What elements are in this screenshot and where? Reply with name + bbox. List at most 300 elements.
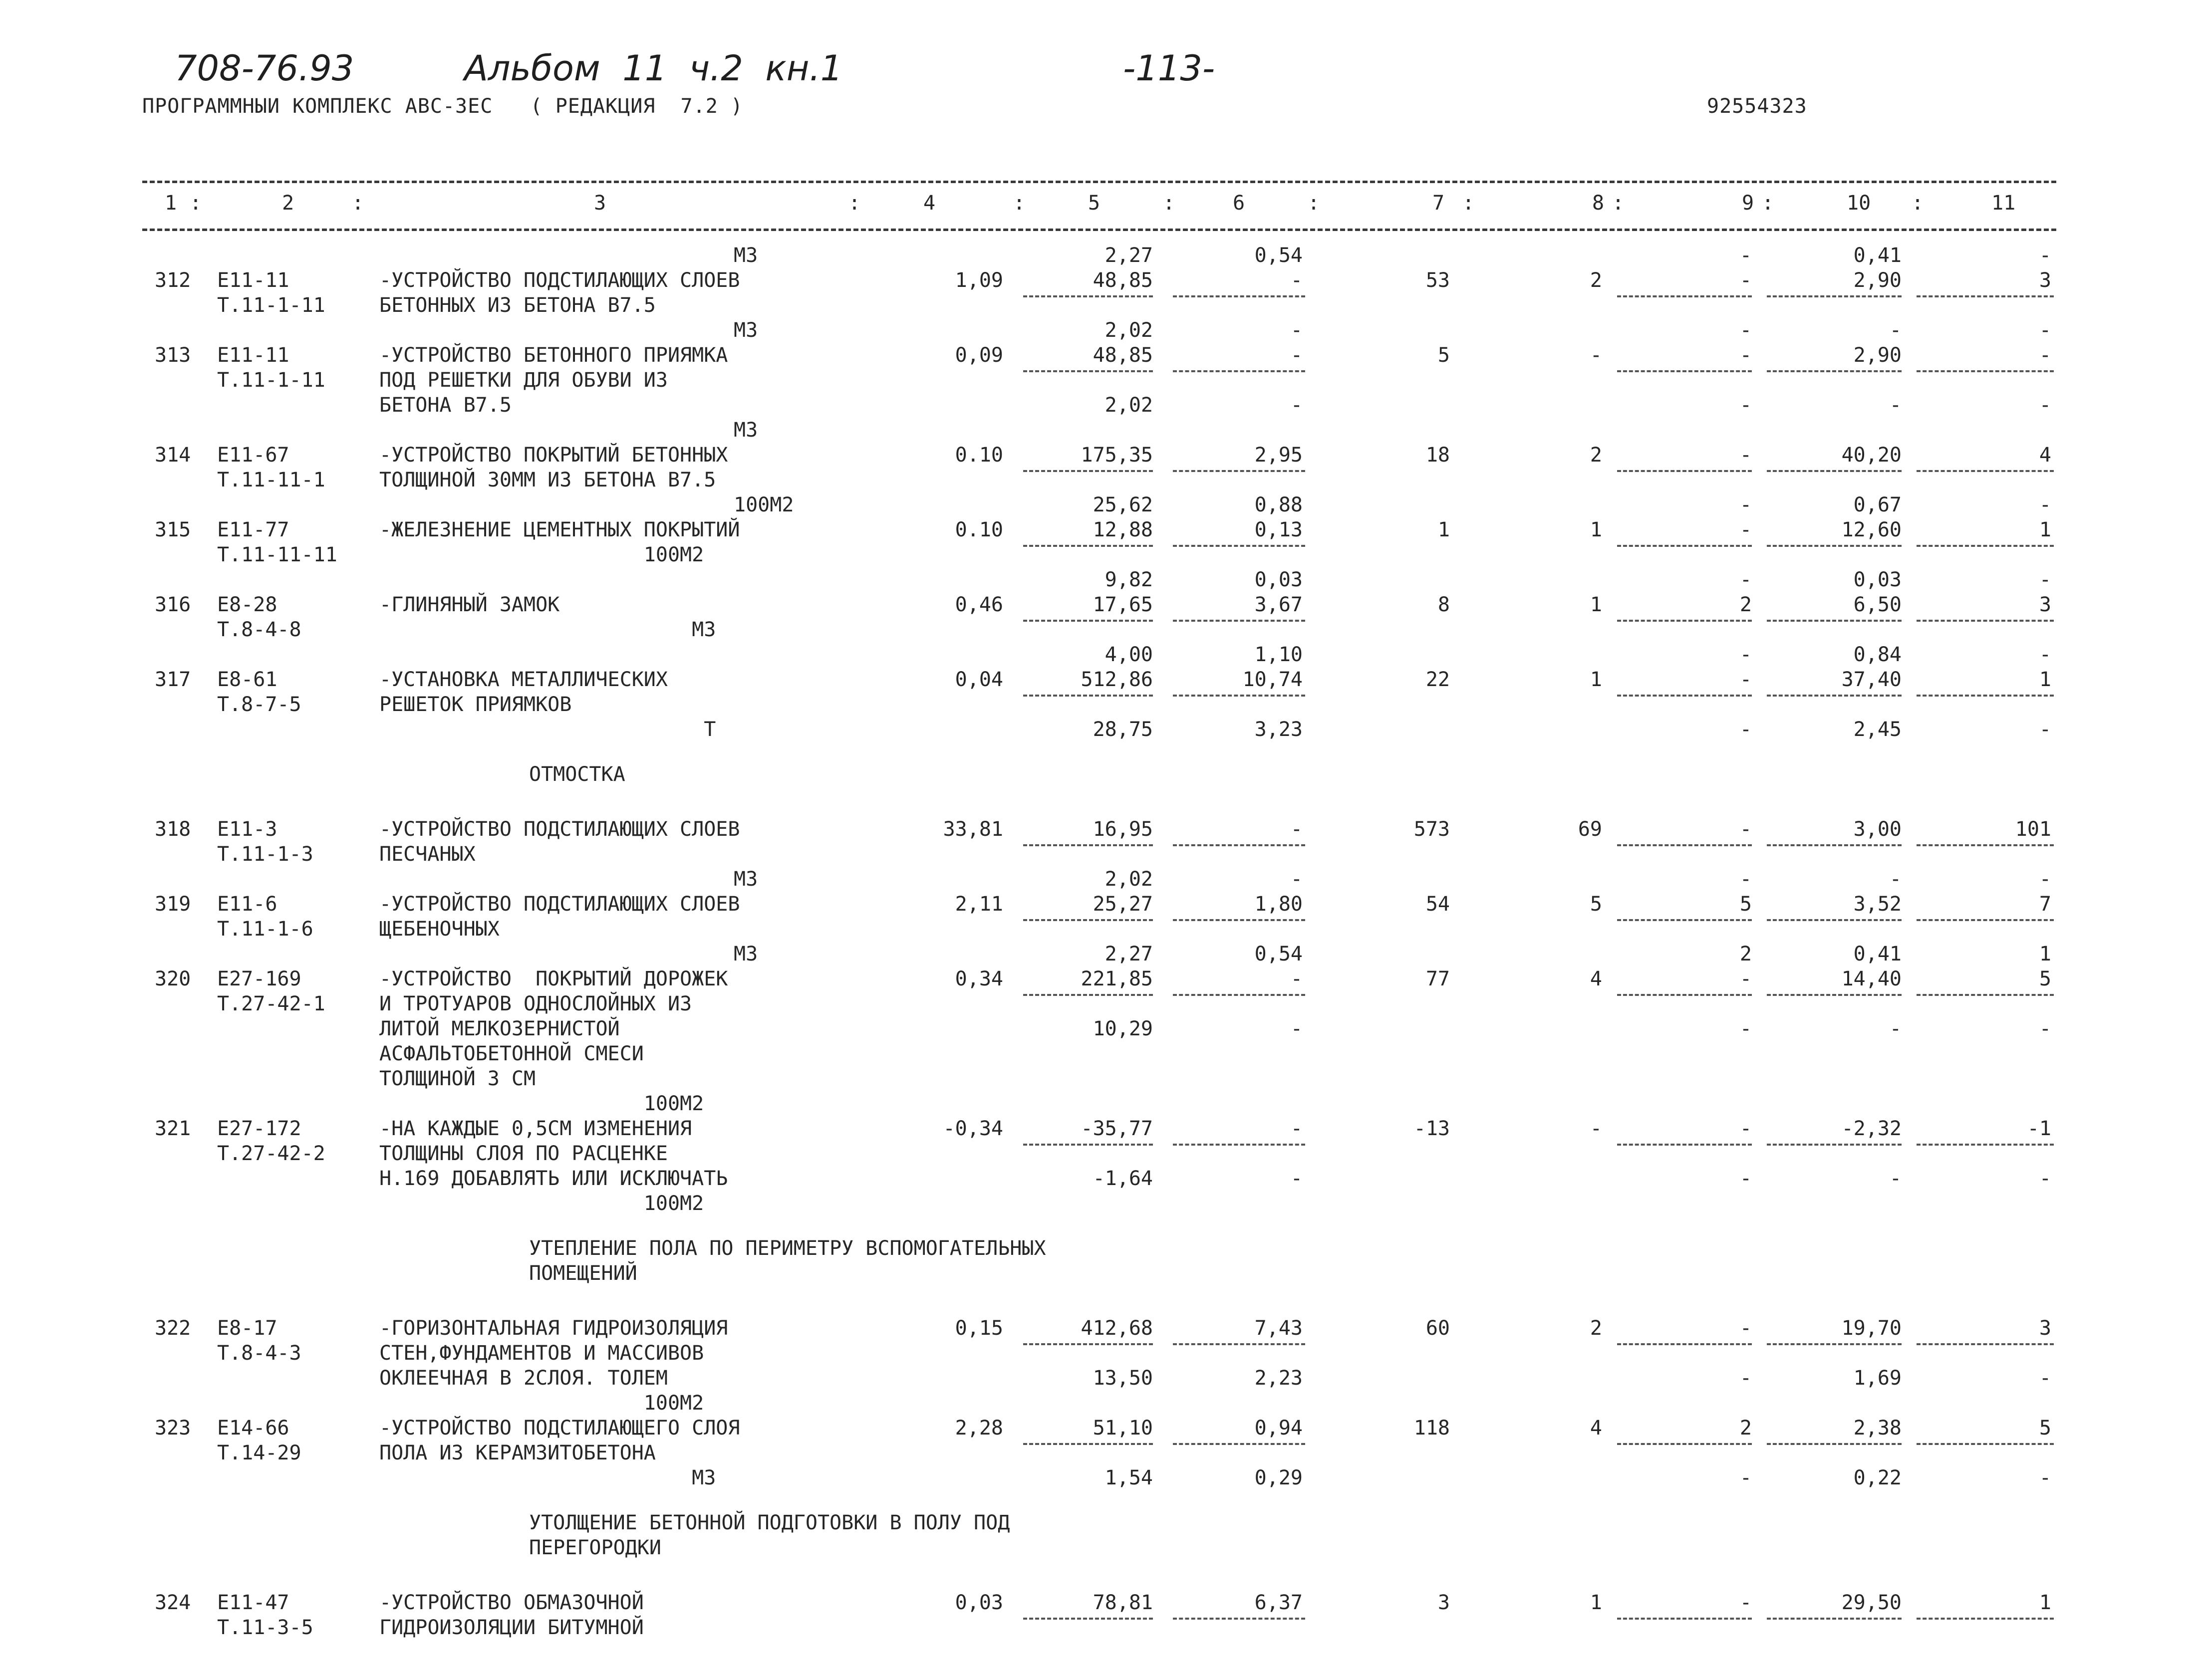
- labor-cell: 3,00: [1853, 818, 1902, 841]
- value-underline: [1917, 370, 2054, 372]
- total-cost-cell: 3: [1437, 1591, 1450, 1614]
- unit-cost-cell: 48,85: [1093, 269, 1153, 292]
- work-description: М3: [379, 1466, 716, 1489]
- sub-cost-cell: -: [1889, 1167, 1902, 1190]
- cost-top-cell: 25,62: [1093, 493, 1153, 516]
- rate-code: Е8-28: [217, 593, 277, 616]
- rate-code: Е11-6: [217, 893, 277, 916]
- unit-cost-cell: 17,65: [1093, 593, 1153, 616]
- cost-top-cell: -: [1290, 319, 1303, 342]
- rate-code: Е11-11: [217, 269, 289, 292]
- rate-reference: Т.11-11-1: [217, 469, 325, 491]
- labor-cell: 3: [2039, 269, 2051, 292]
- cost-top-cell: 9,82: [1105, 568, 1153, 591]
- cost-top-cell: -: [2039, 319, 2051, 342]
- quantity-cell: 0.10: [955, 444, 1003, 467]
- rate-reference: Т.11-1-11: [217, 369, 325, 392]
- total-cost-cell: 2: [1739, 593, 1752, 616]
- column-separator: :: [1163, 192, 1175, 215]
- value-underline: [1617, 620, 1752, 622]
- total-cost-cell: -13: [1413, 1117, 1450, 1140]
- work-description: АСФАЛЬТОБЕТОННОЙ СМЕСИ: [379, 1042, 644, 1065]
- value-underline: [1617, 919, 1752, 921]
- top-rule: [142, 181, 2056, 183]
- value-underline: [1767, 295, 1902, 297]
- value-underline: [1173, 919, 1305, 921]
- row-number: 312: [155, 269, 191, 292]
- value-underline: [1617, 370, 1752, 372]
- column-header-9: 9: [1742, 192, 1754, 215]
- value-underline: [1617, 1144, 1752, 1146]
- value-underline: [1767, 620, 1902, 622]
- sub-cost-cell: 1,69: [1853, 1367, 1902, 1390]
- value-underline: [1767, 545, 1902, 547]
- cost-top-cell: 1: [2039, 943, 2051, 965]
- column-header-11: 11: [1991, 192, 2016, 215]
- sub-cost-cell: -: [1739, 1466, 1752, 1489]
- unit-cost-cell: 7,43: [1254, 1317, 1303, 1340]
- labor-cell: 3,52: [1853, 893, 1902, 916]
- cost-top-cell: 2,27: [1105, 244, 1153, 267]
- total-cost-cell: 1: [1590, 668, 1602, 691]
- sub-cost-cell: -: [2039, 1017, 2051, 1040]
- total-cost-cell: 60: [1425, 1317, 1450, 1340]
- labor-cell: -2,32: [1841, 1117, 1902, 1140]
- quantity-cell: 0,34: [955, 967, 1003, 990]
- cost-top-cell: 0,41: [1853, 244, 1902, 267]
- value-underline: [1617, 1618, 1752, 1620]
- quantity-cell: 2,28: [955, 1417, 1003, 1440]
- total-cost-cell: 54: [1425, 893, 1450, 916]
- work-description: ГИДРОИЗОЛЯЦИИ БИТУМНОЙ: [379, 1616, 644, 1639]
- labor-cell: 3: [2039, 1317, 2051, 1340]
- work-description: Т: [379, 718, 716, 741]
- rate-code: Е11-77: [217, 518, 289, 541]
- total-cost-cell: 4: [1590, 1417, 1602, 1440]
- doc-number: 92554323: [1707, 95, 1807, 118]
- unit-cost-cell: 0,13: [1254, 518, 1303, 541]
- column-header-5: 5: [1088, 192, 1101, 215]
- value-underline: [1617, 1343, 1752, 1345]
- work-description: -УСТРОЙСТВО БЕТОННОГО ПРИЯМКА: [379, 344, 728, 367]
- value-underline: [1917, 545, 2054, 547]
- value-underline: [1173, 370, 1305, 372]
- value-underline: [1767, 695, 1902, 697]
- labor-cell: 1: [2039, 668, 2051, 691]
- section-title: УТОЛЩЕНИЕ БЕТОННОЙ ПОДГОТОВКИ В ПОЛУ ПОД: [529, 1511, 1010, 1534]
- work-description: 100М2: [379, 1092, 704, 1115]
- column-separator: :: [1462, 192, 1475, 215]
- work-description: -НА КАЖДЫЕ 0,5СМ ИЗМЕНЕНИЯ: [379, 1117, 692, 1140]
- unit-cost-cell: 12,88: [1093, 518, 1153, 541]
- total-cost-cell: 5: [1590, 893, 1602, 916]
- rate-code: Е8-61: [217, 668, 277, 691]
- sub-cost-cell: -: [2039, 718, 2051, 741]
- value-underline: [1617, 695, 1752, 697]
- total-cost-cell: 18: [1425, 444, 1450, 467]
- total-cost-cell: -: [1590, 1117, 1602, 1140]
- total-cost-cell: 1: [1437, 518, 1450, 541]
- column-header-4: 4: [923, 192, 936, 215]
- value-underline: [1023, 295, 1153, 297]
- unit-label: 100М2: [734, 493, 794, 516]
- unit-cost-cell: 175,35: [1081, 444, 1153, 467]
- labor-cell: 4: [2039, 444, 2051, 467]
- value-underline: [1023, 1343, 1153, 1345]
- value-underline: [1023, 919, 1153, 921]
- value-underline: [1917, 919, 2054, 921]
- row-number: 320: [155, 967, 191, 990]
- column-header-6: 6: [1233, 192, 1245, 215]
- sub-cost-cell: -: [1889, 394, 1902, 417]
- value-underline: [1767, 1144, 1902, 1146]
- cost-top-cell: -: [2039, 244, 2051, 267]
- labor-cell: 29,50: [1841, 1591, 1902, 1614]
- sub-cost-cell: 10,29: [1093, 1017, 1153, 1040]
- total-cost-cell: 1: [1590, 1591, 1602, 1614]
- value-underline: [1767, 994, 1902, 996]
- rate-reference: Т.11-11-11: [217, 543, 337, 566]
- value-underline: [1767, 370, 1902, 372]
- cost-top-cell: 1,10: [1254, 643, 1303, 666]
- unit-cost-cell: -: [1290, 967, 1303, 990]
- header-rule: [142, 229, 2056, 231]
- total-cost-cell: -: [1739, 1117, 1752, 1140]
- cost-top-cell: -: [1889, 319, 1902, 342]
- cost-top-cell: 0,03: [1254, 568, 1303, 591]
- value-underline: [1023, 1443, 1153, 1445]
- work-description: ОКЛЕЕЧНАЯ В 2СЛОЯ. ТОЛЕМ: [379, 1367, 668, 1390]
- column-header-10: 10: [1847, 192, 1871, 215]
- handwritten-album: Альбом 11 ч.2 кн.1: [464, 48, 843, 89]
- column-separator: :: [848, 192, 861, 215]
- value-underline: [1917, 695, 2054, 697]
- unit-cost-cell: 412,68: [1081, 1317, 1153, 1340]
- sub-cost-cell: -: [1739, 718, 1752, 741]
- value-underline: [1173, 1443, 1305, 1445]
- total-cost-cell: -: [1739, 668, 1752, 691]
- quantity-cell: 0,09: [955, 344, 1003, 367]
- work-description: ТОЛЩИНЫ СЛОЯ ПО РАСЦЕНКЕ: [379, 1142, 668, 1165]
- total-cost-cell: 5: [1437, 344, 1450, 367]
- cost-top-cell: -: [2039, 568, 2051, 591]
- value-underline: [1173, 1144, 1305, 1146]
- total-cost-cell: -: [1739, 818, 1752, 841]
- cost-top-cell: -: [1739, 244, 1752, 267]
- unit-label: М3: [734, 419, 758, 442]
- work-description: Н.169 ДОБАВЛЯТЬ ИЛИ ИСКЛЮЧАТЬ: [379, 1167, 728, 1190]
- cost-top-cell: -: [2039, 643, 2051, 666]
- value-underline: [1617, 1443, 1752, 1445]
- cost-top-cell: -: [2039, 493, 2051, 516]
- rate-reference: Т.8-4-8: [217, 618, 301, 641]
- sub-cost-cell: -1,64: [1093, 1167, 1153, 1190]
- work-description: БЕТОНА В7.5: [379, 394, 512, 417]
- rate-code: Е11-11: [217, 344, 289, 367]
- cost-top-cell: 0,54: [1254, 943, 1303, 965]
- sub-cost-cell: 0,29: [1254, 1466, 1303, 1489]
- section-title: УТЕПЛЕНИЕ ПОЛА ПО ПЕРИМЕТРУ ВСПОМОГАТЕЛЬНЫХ: [529, 1237, 1046, 1260]
- column-separator: :: [1762, 192, 1774, 215]
- work-description: ЛИТОЙ МЕЛКОЗЕРНИСТОЙ: [379, 1017, 620, 1040]
- labor-cell: 3: [2039, 593, 2051, 616]
- total-cost-cell: -: [1590, 344, 1602, 367]
- unit-label: М3: [734, 244, 758, 267]
- unit-cost-cell: 6,37: [1254, 1591, 1303, 1614]
- total-cost-cell: -: [1739, 344, 1752, 367]
- sub-cost-cell: -: [1739, 394, 1752, 417]
- sub-cost-cell: -: [1290, 1167, 1303, 1190]
- total-cost-cell: 573: [1413, 818, 1450, 841]
- value-underline: [1023, 695, 1153, 697]
- cost-top-cell: -: [1739, 643, 1752, 666]
- value-underline: [1917, 1618, 2054, 1620]
- value-underline: [1173, 1618, 1305, 1620]
- cost-top-cell: -: [2039, 868, 2051, 891]
- value-underline: [1173, 470, 1305, 472]
- value-underline: [1173, 620, 1305, 622]
- total-cost-cell: 2: [1590, 444, 1602, 467]
- total-cost-cell: -: [1739, 269, 1752, 292]
- labor-cell: 6,50: [1853, 593, 1902, 616]
- rate-code: Е27-169: [217, 967, 301, 990]
- sub-cost-cell: -: [2039, 394, 2051, 417]
- value-underline: [1023, 620, 1153, 622]
- value-underline: [1917, 470, 2054, 472]
- rate-reference: Т.11-3-5: [217, 1616, 313, 1639]
- row-number: 316: [155, 593, 191, 616]
- unit-cost-cell: 2,95: [1254, 444, 1303, 467]
- rate-reference: Т.11-1-3: [217, 843, 313, 866]
- sub-cost-cell: -: [1739, 1367, 1752, 1390]
- labor-cell: 12,60: [1841, 518, 1902, 541]
- quantity-cell: 0,04: [955, 668, 1003, 691]
- total-cost-cell: 4: [1590, 967, 1602, 990]
- unit-cost-cell: -: [1290, 818, 1303, 841]
- work-description: -УСТРОЙСТВО ПОДСТИЛАЮЩИХ СЛОЕВ: [379, 818, 740, 841]
- cost-top-cell: 2,02: [1105, 319, 1153, 342]
- sub-cost-cell: 2,02: [1105, 394, 1153, 417]
- unit-cost-cell: 0,94: [1254, 1417, 1303, 1440]
- unit-cost-cell: 512,86: [1081, 668, 1153, 691]
- column-separator: :: [352, 192, 364, 215]
- unit-cost-cell: -: [1290, 1117, 1303, 1140]
- unit-cost-cell: 1,80: [1254, 893, 1303, 916]
- total-cost-cell: -: [1739, 518, 1752, 541]
- value-underline: [1917, 1443, 2054, 1445]
- work-description: ПЕСЧАНЫХ: [379, 843, 476, 866]
- cost-top-cell: 2,02: [1105, 868, 1153, 891]
- section-title: ОТМОСТКА: [529, 763, 625, 786]
- sub-cost-cell: -: [1739, 1167, 1752, 1190]
- column-header-2: 2: [282, 192, 294, 215]
- value-underline: [1917, 620, 2054, 622]
- unit-cost-cell: 48,85: [1093, 344, 1153, 367]
- section-title: ПОМЕЩЕНИЙ: [529, 1262, 637, 1285]
- column-separator: :: [1308, 192, 1320, 215]
- value-underline: [1023, 844, 1153, 846]
- row-number: 314: [155, 444, 191, 467]
- cost-top-cell: 0,54: [1254, 244, 1303, 267]
- unit-cost-cell: 3,67: [1254, 593, 1303, 616]
- cost-top-cell: -: [1290, 868, 1303, 891]
- work-description: -УСТРОЙСТВО ПОДСТИЛАЮЩИХ СЛОЕВ: [379, 269, 740, 292]
- row-number: 323: [155, 1417, 191, 1440]
- sub-cost-cell: -: [1290, 1017, 1303, 1040]
- labor-cell: 5: [2039, 967, 2051, 990]
- cost-top-cell: 2,27: [1105, 943, 1153, 965]
- rate-reference: Т.14-29: [217, 1441, 301, 1464]
- row-number: 319: [155, 893, 191, 916]
- work-description: -УСТРОЙСТВО ПОДСТИЛАЮЩЕГО СЛОЯ: [379, 1417, 740, 1440]
- rate-code: Е11-67: [217, 444, 289, 467]
- unit-cost-cell: 51,10: [1093, 1417, 1153, 1440]
- value-underline: [1617, 470, 1752, 472]
- quantity-cell: 0.10: [955, 518, 1003, 541]
- work-description: -УСТРОЙСТВО ПОКРЫТИЙ БЕТОННЫХ: [379, 444, 728, 467]
- unit-label: М3: [734, 319, 758, 342]
- sub-cost-cell: 2,45: [1853, 718, 1902, 741]
- sub-cost-cell: 28,75: [1093, 718, 1153, 741]
- rate-code: Е11-3: [217, 818, 277, 841]
- value-underline: [1023, 1144, 1153, 1146]
- labor-cell: -: [2039, 344, 2051, 367]
- column-separator: :: [190, 192, 202, 215]
- cost-top-cell: -: [1739, 493, 1752, 516]
- unit-cost-cell: 16,95: [1093, 818, 1153, 841]
- total-cost-cell: 69: [1578, 818, 1602, 841]
- sub-cost-cell: 1,54: [1105, 1466, 1153, 1489]
- value-underline: [1173, 1343, 1305, 1345]
- rate-code: Е27-172: [217, 1117, 301, 1140]
- value-underline: [1617, 844, 1752, 846]
- value-underline: [1917, 1343, 2054, 1345]
- value-underline: [1917, 1144, 2054, 1146]
- value-underline: [1023, 370, 1153, 372]
- labor-cell: 1: [2039, 518, 2051, 541]
- row-number: 321: [155, 1117, 191, 1140]
- value-underline: [1173, 545, 1305, 547]
- column-header-8: 8: [1592, 192, 1605, 215]
- row-number: 315: [155, 518, 191, 541]
- rate-code: Е8-17: [217, 1317, 277, 1340]
- sub-cost-cell: -: [1290, 394, 1303, 417]
- work-description: РЕШЕТОК ПРИЯМКОВ: [379, 693, 572, 716]
- labor-cell: 2,90: [1853, 269, 1902, 292]
- cost-top-cell: -: [1739, 319, 1752, 342]
- column-header-1: 1: [165, 192, 177, 215]
- labor-cell: 37,40: [1841, 668, 1902, 691]
- rate-reference: Т.11-1-11: [217, 294, 325, 317]
- work-description: -УСТРОЙСТВО ОБМАЗОЧНОЙ: [379, 1591, 644, 1614]
- labor-cell: 19,70: [1841, 1317, 1902, 1340]
- work-description: 100М2: [379, 1392, 704, 1415]
- cost-top-cell: 4,00: [1105, 643, 1153, 666]
- rate-reference: Т.8-4-3: [217, 1342, 301, 1365]
- work-description: СТЕН,ФУНДАМЕНТОВ И МАССИВОВ: [379, 1342, 704, 1365]
- rate-reference: Т.27-42-2: [217, 1142, 325, 1165]
- rate-code: Е14-66: [217, 1417, 289, 1440]
- value-underline: [1767, 1343, 1902, 1345]
- row-number: 324: [155, 1591, 191, 1614]
- work-description: И ТРОТУАРОВ ОДНОСЛОЙНЫХ ИЗ: [379, 992, 692, 1015]
- labor-cell: 14,40: [1841, 967, 1902, 990]
- unit-cost-cell: -: [1290, 269, 1303, 292]
- work-description: ТОЛЩИНОЙ 30ММ ИЗ БЕТОНА В7.5: [379, 469, 716, 491]
- row-number: 318: [155, 818, 191, 841]
- work-description: -ГОРИЗОНТАЛЬНАЯ ГИДРОИЗОЛЯЦИЯ: [379, 1317, 728, 1340]
- page-number: -113-: [1123, 48, 1215, 89]
- value-underline: [1767, 919, 1902, 921]
- value-underline: [1173, 994, 1305, 996]
- labor-cell: 1: [2039, 1591, 2051, 1614]
- column-separator: :: [1912, 192, 1924, 215]
- cost-top-cell: 0,84: [1853, 643, 1902, 666]
- value-underline: [1917, 994, 2054, 996]
- quantity-cell: 0,15: [955, 1317, 1003, 1340]
- cost-top-cell: 2: [1739, 943, 1752, 965]
- rate-reference: Т.11-1-6: [217, 918, 313, 941]
- work-description: -ГЛИНЯНЫЙ ЗАМОК: [379, 593, 560, 616]
- total-cost-cell: -: [1739, 967, 1752, 990]
- labor-cell: 40,20: [1841, 444, 1902, 467]
- total-cost-cell: 118: [1413, 1417, 1450, 1440]
- total-cost-cell: 5: [1739, 893, 1752, 916]
- sub-cost-cell: -: [1889, 1017, 1902, 1040]
- column-separator: :: [1013, 192, 1026, 215]
- cost-top-cell: -: [1889, 868, 1902, 891]
- labor-cell: 2,38: [1853, 1417, 1902, 1440]
- unit-label: М3: [734, 868, 758, 891]
- value-underline: [1917, 295, 2054, 297]
- total-cost-cell: 2: [1590, 269, 1602, 292]
- rate-reference: Т.27-42-1: [217, 992, 325, 1015]
- total-cost-cell: 1: [1590, 518, 1602, 541]
- column-separator: :: [1612, 192, 1625, 215]
- total-cost-cell: 22: [1425, 668, 1450, 691]
- total-cost-cell: 77: [1425, 967, 1450, 990]
- value-underline: [1767, 470, 1902, 472]
- sub-cost-cell: 0,22: [1853, 1466, 1902, 1489]
- unit-cost-cell: 78,81: [1093, 1591, 1153, 1614]
- work-description: -УСТРОЙСТВО ПОКРЫТИЙ ДОРОЖЕК: [379, 967, 728, 990]
- cost-top-cell: 0,67: [1853, 493, 1902, 516]
- sub-cost-cell: -: [2039, 1167, 2051, 1190]
- value-underline: [1173, 695, 1305, 697]
- sub-cost-cell: -: [2039, 1466, 2051, 1489]
- cost-top-cell: 0,03: [1853, 568, 1902, 591]
- sub-cost-cell: -: [1739, 1017, 1752, 1040]
- total-cost-cell: 53: [1425, 269, 1450, 292]
- labor-cell: -1: [2027, 1117, 2051, 1140]
- cost-top-cell: 0,41: [1853, 943, 1902, 965]
- quantity-cell: 1,09: [955, 269, 1003, 292]
- total-cost-cell: 2: [1590, 1317, 1602, 1340]
- work-description: ТОЛЩИНОЙ 3 СМ: [379, 1067, 536, 1090]
- total-cost-cell: 1: [1590, 593, 1602, 616]
- sub-cost-cell: 3,23: [1254, 718, 1303, 741]
- sub-cost-cell: 2,23: [1254, 1367, 1303, 1390]
- value-underline: [1617, 295, 1752, 297]
- unit-cost-cell: 25,27: [1093, 893, 1153, 916]
- handwritten-code: 708-76.93: [175, 48, 354, 89]
- column-header-3: 3: [594, 192, 606, 215]
- work-description: БЕТОННЫХ ИЗ БЕТОНА В7.5: [379, 294, 656, 317]
- work-description: -УСТРОЙСТВО ПОДСТИЛАЮЩИХ СЛОЕВ: [379, 893, 740, 916]
- total-cost-cell: 8: [1437, 593, 1450, 616]
- value-underline: [1767, 844, 1902, 846]
- value-underline: [1023, 1618, 1153, 1620]
